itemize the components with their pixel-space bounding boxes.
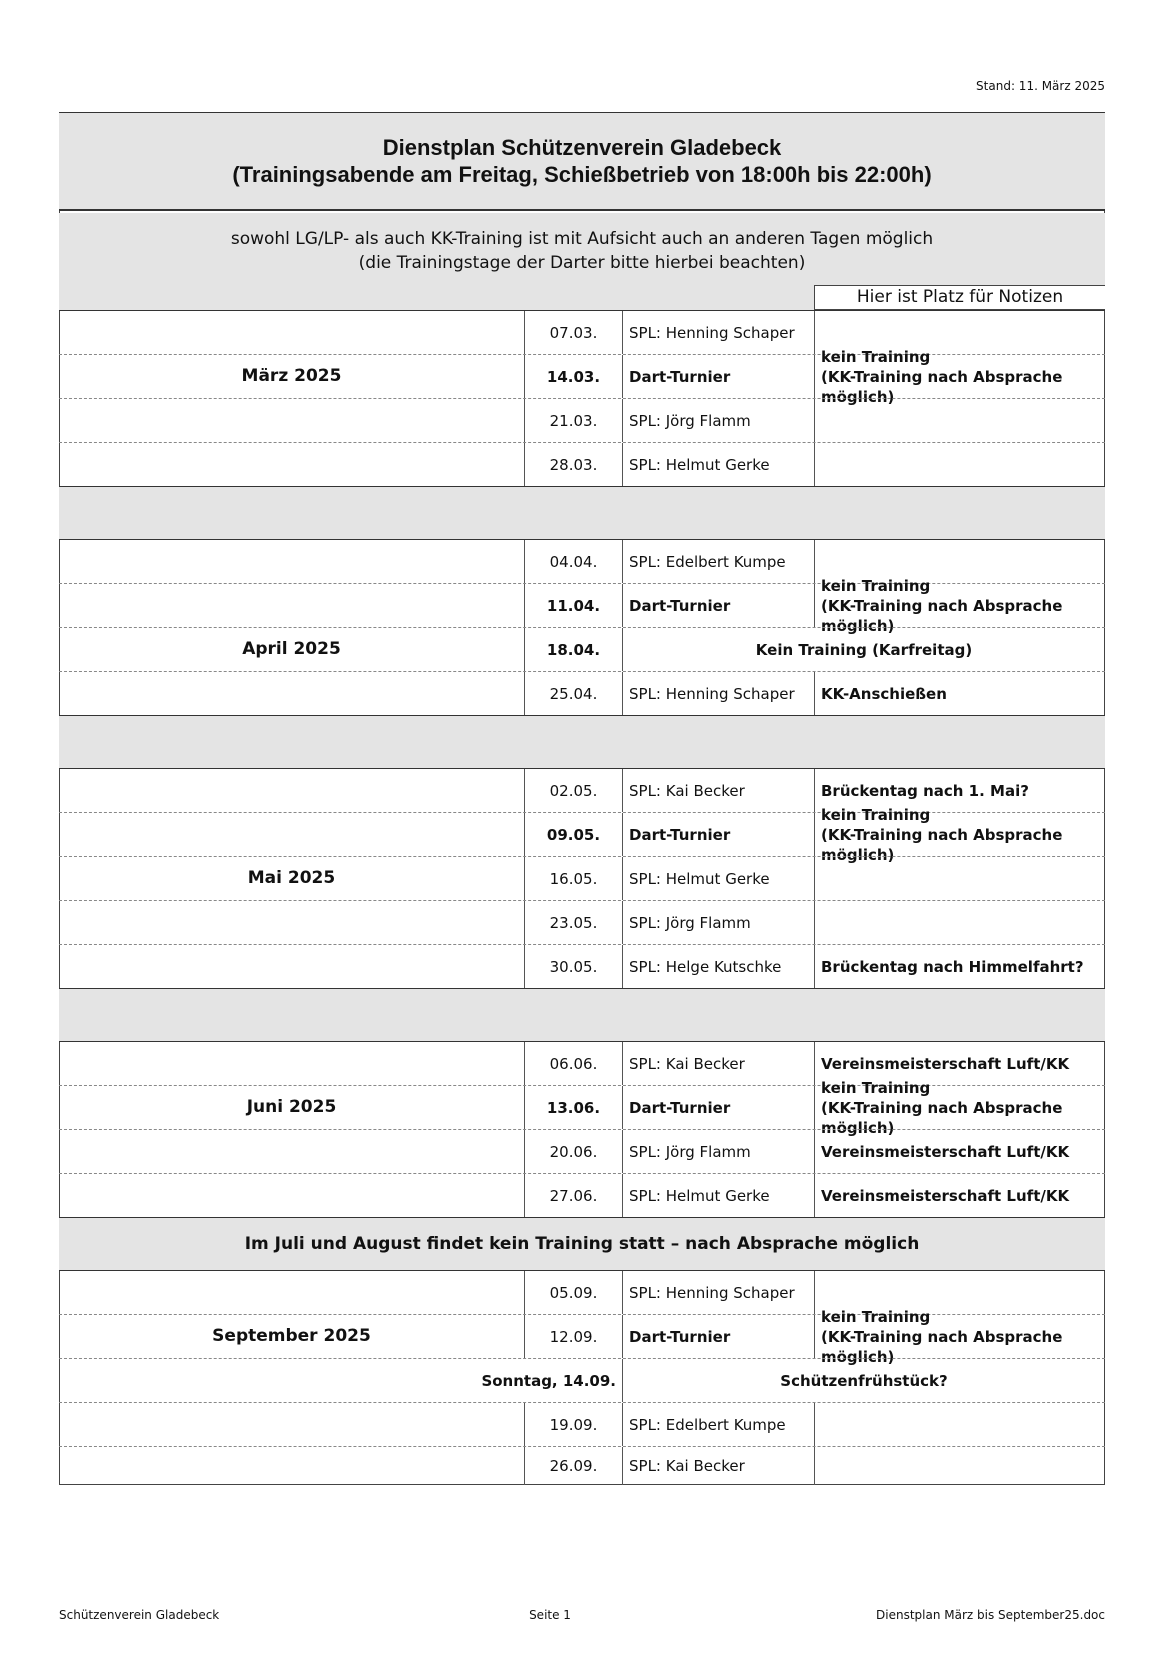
duty-cell: Dart-Turnier <box>622 1315 814 1358</box>
date-cell: 25.04. <box>524 672 622 715</box>
note-cell: KK-Anschießen <box>814 672 1105 715</box>
note-line: kein Training <box>821 1307 931 1326</box>
duty-cell: SPL: Henning Schaper <box>622 311 814 354</box>
date-cell: 12.09. <box>524 1315 622 1358</box>
note-cell <box>814 901 1105 944</box>
note-cell <box>814 576 1105 635</box>
subtitle-line-1: sowohl LG/LP- als auch KK-Training ist mit Aufsicht auch an anderen Tagen möglich <box>230 229 934 249</box>
note-cell: Vereinsmeisterschaft Luft/KK <box>814 1042 1105 1085</box>
stand-date: Stand: 11. März 2025 <box>976 79 1105 93</box>
note-cell <box>814 857 1105 900</box>
date-cell: Sonntag, 14.09. <box>481 1371 616 1390</box>
month-label-september: September 2025 <box>212 1326 371 1346</box>
summer-notice: Im Juli und August findet kein Training statt – nach Absprache möglich <box>59 1217 1105 1270</box>
note-line: (KK-Training nach Absprache möglich) <box>821 1098 1063 1137</box>
date-cell: 06.06. <box>524 1042 622 1085</box>
note-line: (KK-Training nach Absprache möglich) <box>821 596 1063 635</box>
date-cell: 13.06. <box>524 1086 622 1129</box>
note-line: (KK-Training nach Absprache möglich) <box>821 367 1063 406</box>
document-title <box>59 113 1105 211</box>
date-cell: 23.05. <box>524 901 622 944</box>
note-cell <box>814 1447 1105 1485</box>
duty-cell: SPL: Jörg Flamm <box>622 399 814 442</box>
duty-cell: SPL: Henning Schaper <box>622 672 814 715</box>
month-separator <box>59 715 1105 768</box>
note-line: kein Training <box>821 576 931 595</box>
date-cell: 30.05. <box>524 945 622 988</box>
duty-cell: SPL: Helmut Gerke <box>622 443 814 486</box>
table-row <box>59 1173 1105 1217</box>
duty-cell: SPL: Helge Kutschke <box>622 945 814 988</box>
month-label-maerz: März 2025 <box>241 366 342 386</box>
duty-cell: SPL: Henning Schaper <box>622 1271 814 1314</box>
duty-cell: SPL: Edelbert Kumpe <box>622 540 814 583</box>
note-cell <box>814 1403 1105 1446</box>
table-row <box>59 944 1105 988</box>
footer-filename: Dienstplan März bis September25.doc <box>876 1608 1105 1622</box>
date-cell: 18.04. <box>524 628 622 671</box>
table-row <box>59 1446 1105 1485</box>
table-row <box>59 900 1105 944</box>
note-cell <box>814 1307 1105 1366</box>
span-cell: Schützenfrühstück? <box>622 1359 1105 1402</box>
duty-cell: Dart-Turnier <box>622 355 814 398</box>
date-cell: 09.05. <box>524 813 622 856</box>
duty-cell: SPL: Kai Becker <box>622 769 814 812</box>
footer-page: Seite 1 <box>529 1608 571 1622</box>
month-separator <box>59 486 1105 539</box>
duty-cell: SPL: Jörg Flamm <box>622 901 814 944</box>
date-cell: 27.06. <box>524 1174 622 1217</box>
table-row <box>59 1358 1105 1402</box>
date-cell: 16.05. <box>524 857 622 900</box>
note-cell: Brückentag nach Himmelfahrt? <box>814 945 1105 988</box>
note-cell <box>814 347 1105 406</box>
table-row <box>59 576 1105 635</box>
note-line: (KK-Training nach Absprache möglich) <box>821 825 1063 864</box>
note-cell <box>814 805 1105 864</box>
note-cell: Brückentag nach 1. Mai? <box>814 769 1105 812</box>
title-line-2: (Trainingsabende am Freitag, Schießbetrieb von 18:00h bis 22:00h) <box>232 162 932 187</box>
notes-header: Hier ist Platz für Notizen <box>814 285 1105 310</box>
date-cell: 05.09. <box>524 1271 622 1314</box>
table-row <box>59 1402 1105 1446</box>
title-line-1: Dienstplan Schützenverein Gladebeck <box>382 135 782 160</box>
date-cell: 11.04. <box>524 584 622 627</box>
subtitle-line-2: (die Trainingstage der Darter bitte hierbei beachten) <box>358 253 806 273</box>
date-cell: 26.09. <box>524 1447 622 1485</box>
note-line: kein Training <box>821 1078 931 1097</box>
duty-cell: SPL: Helmut Gerke <box>622 857 814 900</box>
note-line: kein Training <box>821 347 931 366</box>
date-cell: 14.03. <box>524 355 622 398</box>
duty-cell: SPL: Kai Becker <box>622 1447 814 1485</box>
duty-cell: Dart-Turnier <box>622 1086 814 1129</box>
date-cell: 02.05. <box>524 769 622 812</box>
note-line: (KK-Training nach Absprache möglich) <box>821 1327 1063 1366</box>
table-row <box>59 805 1105 864</box>
table-row <box>59 398 1105 442</box>
duty-cell: Dart-Turnier <box>622 584 814 627</box>
month-separator <box>59 988 1105 1041</box>
date-cell: 20.06. <box>524 1130 622 1173</box>
table-row <box>59 1129 1105 1173</box>
table-row <box>59 671 1105 715</box>
duty-cell: SPL: Helmut Gerke <box>622 1174 814 1217</box>
date-cell: 07.03. <box>524 311 622 354</box>
duty-cell: Dart-Turnier <box>622 813 814 856</box>
note-cell <box>814 1078 1105 1137</box>
note-cell <box>814 399 1105 442</box>
month-label-april: April 2025 <box>242 639 341 659</box>
date-cell: 04.04. <box>524 540 622 583</box>
date-cell: 21.03. <box>524 399 622 442</box>
note-cell: Vereinsmeisterschaft Luft/KK <box>814 1130 1105 1173</box>
note-line: kein Training <box>821 805 931 824</box>
note-cell: Vereinsmeisterschaft Luft/KK <box>814 1174 1105 1217</box>
date-cell: 19.09. <box>524 1403 622 1446</box>
month-label-juni: Juni 2025 <box>246 1097 337 1117</box>
note-cell <box>814 443 1105 486</box>
footer-left: Schützenverein Gladebeck <box>59 1608 220 1622</box>
duty-cell: SPL: Edelbert Kumpe <box>622 1403 814 1446</box>
date-cell: 28.03. <box>524 443 622 486</box>
span-cell: Kein Training (Karfreitag) <box>622 628 1105 671</box>
duty-cell: SPL: Jörg Flamm <box>622 1130 814 1173</box>
month-label-mai: Mai 2025 <box>247 868 336 888</box>
table-row <box>59 442 1105 486</box>
duty-cell: SPL: Kai Becker <box>622 1042 814 1085</box>
